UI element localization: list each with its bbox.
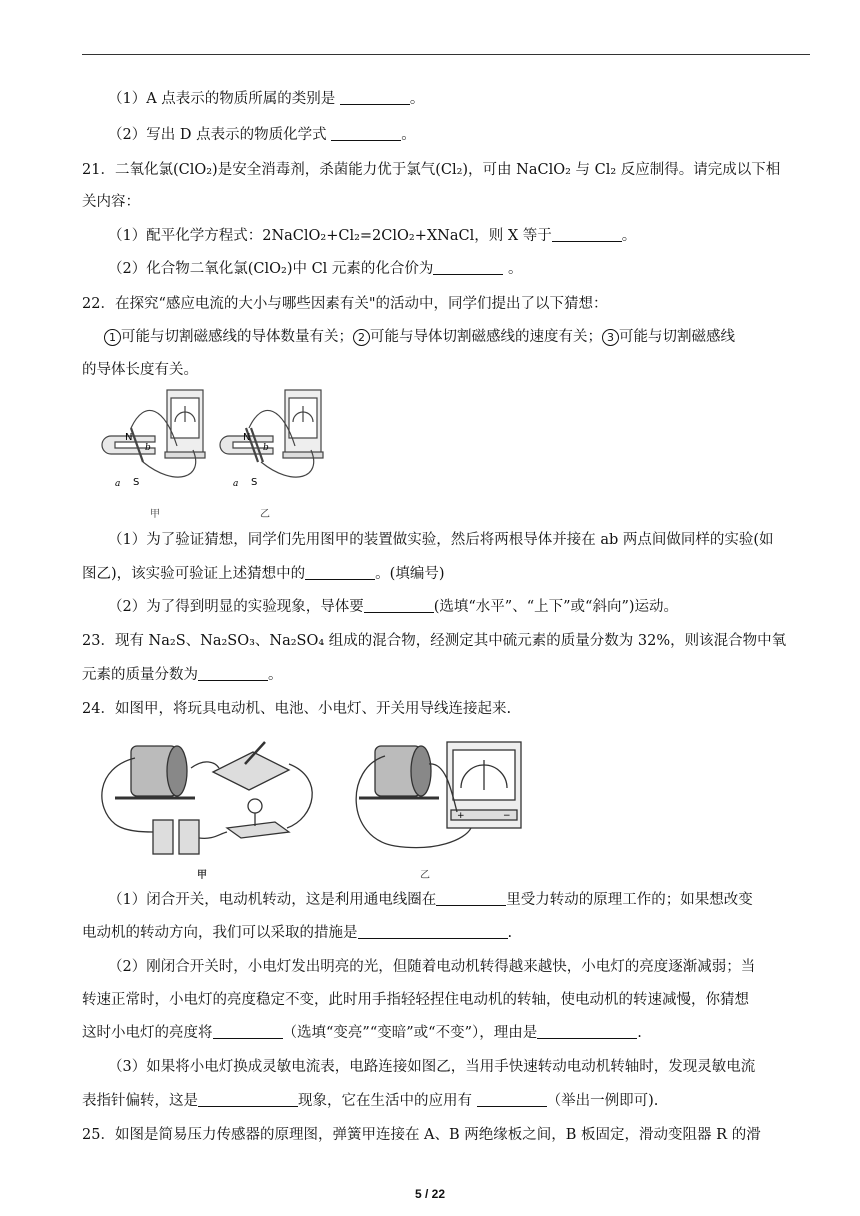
q20-part1: （1）A 点表示的物质所属的类别是 。 <box>108 91 425 107</box>
answer-blank[interactable] <box>364 598 434 613</box>
q21-stem-line1: 21．二氧化氯(ClO₂)是安全消毒剂，杀菌能力优于氯气(Cl₂)，可由 NaClO₂ 与 Cl₂ 反应制得。请完成以下相 <box>82 162 781 178</box>
q22-part2: （2）为了得到明显的实验现象，导体要 (选填“水平”、“上下”或“斜向”)运动。 <box>108 599 679 615</box>
induction-experiment-figure <box>95 388 335 500</box>
figure-caption-yi: 乙 <box>260 509 270 520</box>
q22-hypotheses: 1 可能与切割磁感线的导体数量有关； 2 可能与导体切割磁感线的速度有关； 3 可能与切割磁感线 <box>104 327 832 347</box>
motor-circuit-figure <box>95 728 565 863</box>
answer-blank[interactable] <box>331 126 401 141</box>
q23-stem-line1: 23．现有 Na₂S、Na₂SO₃、Na₂SO₄ 组成的混合物，经测定其中硫元素的质量分数为 32%，则该混合物中氧 <box>82 633 787 649</box>
label-a: a <box>115 479 121 489</box>
answer-blank[interactable] <box>477 1092 547 1107</box>
meter-plus-label: + <box>457 811 465 821</box>
q24-part2-line3: 这时小电灯的亮度将 （选填“变亮”“变暗”或“不变”），理由是 . <box>82 1025 642 1041</box>
circled-number: 3 <box>602 329 619 346</box>
q22-stem-line3: 的导体长度有关。 <box>82 362 198 378</box>
q21-part1: （1）配平化学方程式：2NaClO₂+Cl₂=2ClO₂+XNaCl，则 X 等于 。 <box>108 228 637 244</box>
answer-blank[interactable] <box>198 1092 298 1107</box>
answer-blank[interactable] <box>537 1024 637 1039</box>
q24-part1-line2: 电动机的转动方向，我们可以采取的措施是 . <box>82 925 513 941</box>
figure-caption-jia: 甲 <box>150 509 160 520</box>
q22-part1-line1: （1）为了验证猜想，同学们先用图甲的装置做实验，然后将两根导体并接在 ab 两点间做同样的实验(如 <box>108 532 774 548</box>
label-s: S <box>133 477 140 488</box>
q22-stem-line1: 22．在探究“感应电流的大小与哪些因素有关"的活动中，同学们提出了以下猜想： <box>82 296 608 312</box>
q21-stem-line2: 关内容： <box>82 194 140 210</box>
q25-stem-line1: 25．如图是简易压力传感器的原理图，弹簧甲连接在 A、B 两绝缘板之间，B 板固定，滑动变阻器 R 的滑 <box>82 1127 761 1143</box>
label-b: b <box>263 443 269 453</box>
q24-part3-line2: 表指针偏转，这是 现象，它在生活中的应用有 （举出一例即可). <box>82 1093 659 1109</box>
answer-blank[interactable] <box>358 924 508 939</box>
answer-blank[interactable] <box>213 1024 283 1039</box>
header-rule <box>82 54 810 55</box>
q24-part3-line1: （3）如果将小电灯换成灵敏电流表，电路连接如图乙，当用手快速转动电动机转轴时，发现灵敏电流 <box>108 1059 756 1075</box>
answer-blank[interactable] <box>340 90 410 105</box>
answer-blank[interactable] <box>198 666 268 681</box>
answer-blank[interactable] <box>305 565 375 580</box>
answer-blank[interactable] <box>552 227 622 242</box>
q24-part2-line1: （2）刚闭合开关时，小电灯发出明亮的光，但随着电动机转得越来越快，小电灯的亮度逐渐减弱；当 <box>108 959 756 975</box>
answer-blank[interactable] <box>436 891 506 906</box>
label-b: b <box>145 443 151 453</box>
circled-number: 1 <box>104 329 121 346</box>
label-n: N <box>125 432 133 443</box>
figure-caption-yi: 乙 <box>420 870 430 881</box>
answer-blank[interactable] <box>433 260 503 275</box>
q24-part2-line2: 转速正常时，小电灯的亮度稳定不变，此时用手指轻轻捏住电动机的转轴，使电动机的转速减慢，你猜想 <box>82 992 749 1008</box>
label-a: a <box>233 479 239 489</box>
page-number: 5 / 22 <box>414 1187 446 1201</box>
q21-part2: （2）化合物二氧化氯(ClO₂)中 Cl 元素的化合价为 。 <box>108 261 523 277</box>
q22-part1-line2: 图乙)，该实验可验证上述猜想中的 。(填编号) <box>82 566 445 582</box>
label-s: S <box>251 477 258 488</box>
meter-minus-label: − <box>503 811 511 821</box>
q24-stem-line1: 24．如图甲，将玩具电动机、电池、小电灯、开关用导线连接起来. <box>82 701 512 717</box>
label-n: N <box>243 432 251 443</box>
q24-part1-line1: （1）闭合开关，电动机转动，这是利用通电线圈在 里受力转动的原理工作的；如果想改变 <box>108 892 753 908</box>
q20-part2: （2）写出 D 点表示的物质化学式 。 <box>108 127 416 143</box>
q23-stem-line2: 元素的质量分数为 。 <box>82 667 283 683</box>
figure-caption-jia: 甲 <box>197 870 207 881</box>
circled-number: 2 <box>353 329 370 346</box>
